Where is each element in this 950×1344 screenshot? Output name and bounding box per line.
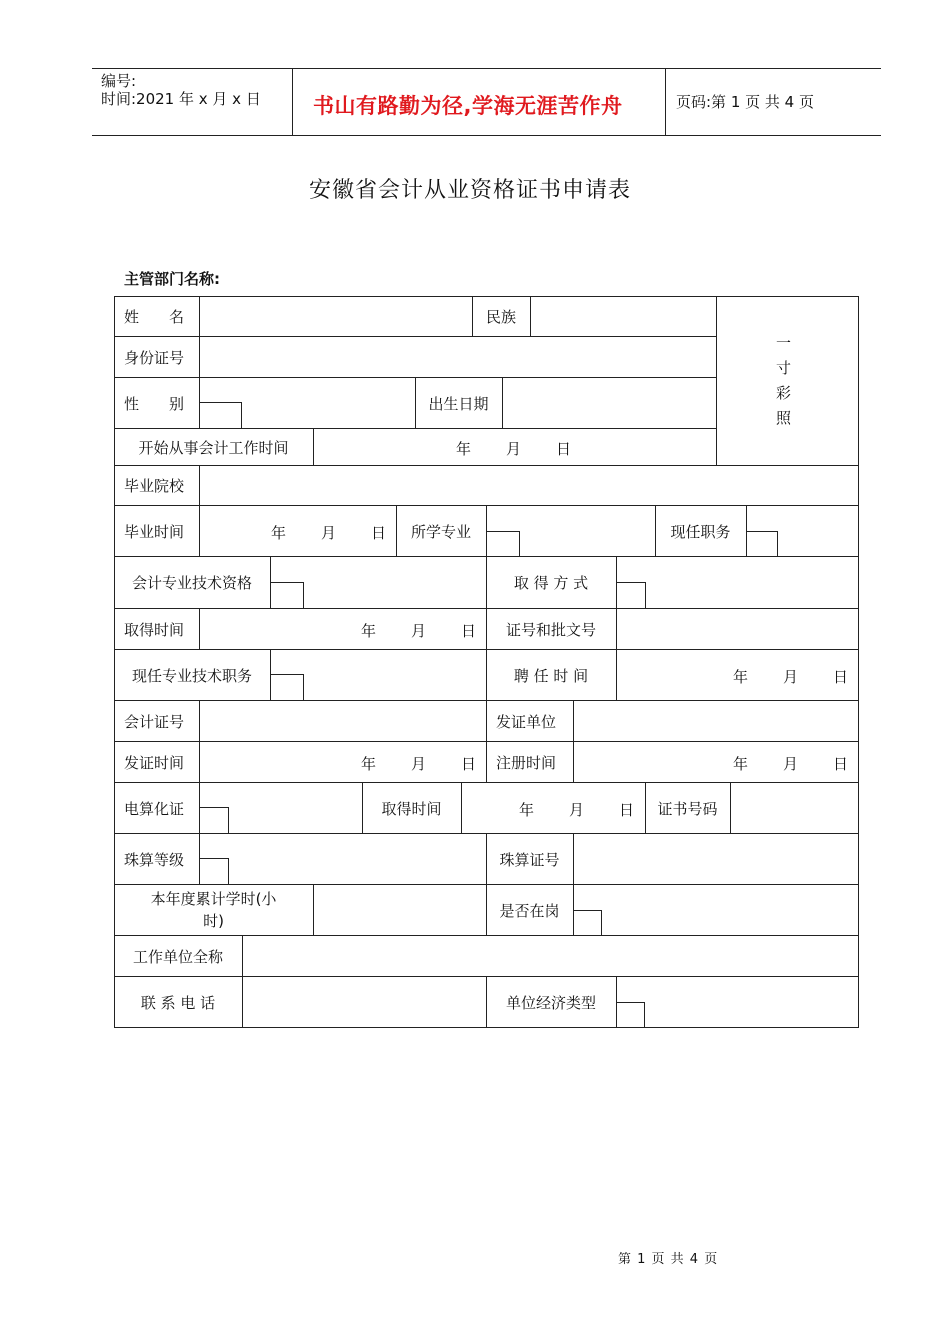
photo-char: 照 xyxy=(776,409,792,427)
gender-select-box[interactable] xyxy=(199,402,242,429)
month-text: 月 xyxy=(783,668,799,686)
col-rule xyxy=(199,296,200,337)
unit-type-label: 单位经济类型 xyxy=(505,993,596,1012)
study-hours-line-2: 时) xyxy=(203,912,224,930)
col-rule xyxy=(199,336,200,378)
acct-cert-no-label: 会计证号 xyxy=(124,712,185,731)
method-select-box[interactable] xyxy=(616,582,646,609)
col-rule xyxy=(313,428,314,466)
month-text: 月 xyxy=(321,524,337,542)
cert-number-label: 证书号码 xyxy=(657,799,718,818)
time-label: 时间:2021 年 x 月 x 日 xyxy=(101,90,261,108)
school-label: 毕业院校 xyxy=(124,477,185,495)
month-text: 月 xyxy=(783,755,799,773)
computer-cert-select-box[interactable] xyxy=(199,807,229,834)
study-hours-line-1: 本年度累计学时(小 xyxy=(150,890,277,908)
hire-time-label: 聘 任 时 间 xyxy=(513,666,589,685)
form-title: 安徽省会计从业资格证书申请表 xyxy=(309,178,632,203)
birth-date-label: 出生日期 xyxy=(428,394,489,413)
row-rule xyxy=(114,336,717,337)
header-bottom-rule xyxy=(92,135,881,136)
issue-date[interactable] xyxy=(361,753,476,774)
year-text: 年 xyxy=(456,440,472,458)
ethnicity-label: 民族 xyxy=(485,308,516,326)
col-rule xyxy=(616,649,617,701)
motto: 书山有路勤为径,学海无涯苦作舟 xyxy=(313,94,623,118)
day-text: 日 xyxy=(556,440,572,458)
day-text: 日 xyxy=(461,622,477,640)
year-text: 年 xyxy=(271,524,287,542)
day-text: 日 xyxy=(371,524,387,542)
col-rule xyxy=(573,833,574,885)
issuer-label: 发证单位 xyxy=(496,712,557,731)
register-time-label: 注册时间 xyxy=(496,753,557,772)
photo-placeholder[interactable] xyxy=(776,331,791,431)
col-rule xyxy=(199,741,200,783)
issue-time-label: 发证时间 xyxy=(124,753,185,772)
obtain-method-label: 取 得 方 式 xyxy=(513,574,589,592)
obtain-date[interactable] xyxy=(361,620,476,641)
study-hours-label xyxy=(114,884,313,936)
col-rule xyxy=(530,296,531,337)
col-rule xyxy=(502,377,503,429)
cert-approval-label: 证号和批文号 xyxy=(505,620,596,639)
table-border-right xyxy=(858,296,859,1028)
year-text: 年 xyxy=(361,622,377,640)
grad-time-label: 毕业时间 xyxy=(124,522,185,541)
col-rule xyxy=(616,608,617,650)
year-text: 年 xyxy=(361,755,377,773)
current-post-label: 现任职务 xyxy=(670,522,731,541)
work-start-label: 开始从事会计工作时间 xyxy=(138,438,289,457)
day-text: 日 xyxy=(833,668,849,686)
computer-obtain-date[interactable] xyxy=(519,799,634,820)
gender-label: 性 别 xyxy=(124,394,185,413)
col-rule xyxy=(313,884,314,936)
on-duty-label: 是否在岗 xyxy=(499,901,560,920)
unit-type-select-box[interactable] xyxy=(616,1002,645,1028)
col-rule xyxy=(573,700,574,742)
col-rule xyxy=(730,782,731,834)
month-text: 月 xyxy=(569,801,585,819)
register-date[interactable] xyxy=(733,753,848,774)
col-rule xyxy=(242,935,243,977)
name-label: 姓 名 xyxy=(124,308,185,326)
phone-label: 联 系 电 话 xyxy=(140,993,216,1012)
obtain-time-label: 取得时间 xyxy=(124,620,185,639)
major-label: 所学专业 xyxy=(410,522,471,541)
col-rule xyxy=(242,976,243,1028)
footer-page-number: 第 1 页 共 4 页 xyxy=(618,1252,719,1267)
acct-qualification-label: 会计专业技术资格 xyxy=(131,574,252,592)
col-rule xyxy=(199,608,200,650)
year-text: 年 xyxy=(733,668,749,686)
qualification-select-box[interactable] xyxy=(270,582,304,609)
day-text: 日 xyxy=(461,755,477,773)
year-text: 年 xyxy=(733,755,749,773)
work-start-date[interactable] xyxy=(456,438,571,459)
col-rule xyxy=(199,505,200,557)
col-rule xyxy=(199,465,200,506)
page-info: 页码:第 1 页 共 4 页 xyxy=(676,93,814,111)
on-duty-select-box[interactable] xyxy=(573,910,602,936)
title-select-box[interactable] xyxy=(270,674,304,701)
col-rule xyxy=(573,741,574,783)
photo-char: 一 xyxy=(776,334,792,352)
abacus-level-label: 珠算等级 xyxy=(124,850,185,869)
col-rule xyxy=(199,700,200,742)
abacus-level-select-box[interactable] xyxy=(199,858,229,885)
major-select-box[interactable] xyxy=(486,531,520,557)
month-text: 月 xyxy=(506,440,522,458)
abacus-cert-label: 珠算证号 xyxy=(499,850,560,869)
header-top-rule xyxy=(92,68,881,69)
current-title-label: 现任专业技术职务 xyxy=(131,666,252,685)
header-divider-1 xyxy=(292,68,293,136)
month-text: 月 xyxy=(411,622,427,640)
grad-date[interactable] xyxy=(271,522,386,543)
id-number-label: 身份证号 xyxy=(124,348,185,367)
month-text: 月 xyxy=(411,755,427,773)
header-divider-2 xyxy=(665,68,666,136)
photo-char: 寸 xyxy=(776,359,792,377)
day-text: 日 xyxy=(619,801,635,819)
computer-cert-label: 电算化证 xyxy=(124,799,185,818)
day-text: 日 xyxy=(833,755,849,773)
hire-date[interactable] xyxy=(733,666,848,687)
photo-divider xyxy=(716,296,717,466)
col-rule xyxy=(461,782,462,834)
dept-label: 主管部门名称: xyxy=(124,270,220,288)
post-select-box[interactable] xyxy=(746,531,778,557)
employer-label: 工作单位全称 xyxy=(132,947,223,966)
computer-obtain-time-label: 取得时间 xyxy=(381,799,442,818)
photo-char: 彩 xyxy=(776,384,792,402)
year-text: 年 xyxy=(519,801,535,819)
serial-label: 编号: xyxy=(101,72,137,90)
